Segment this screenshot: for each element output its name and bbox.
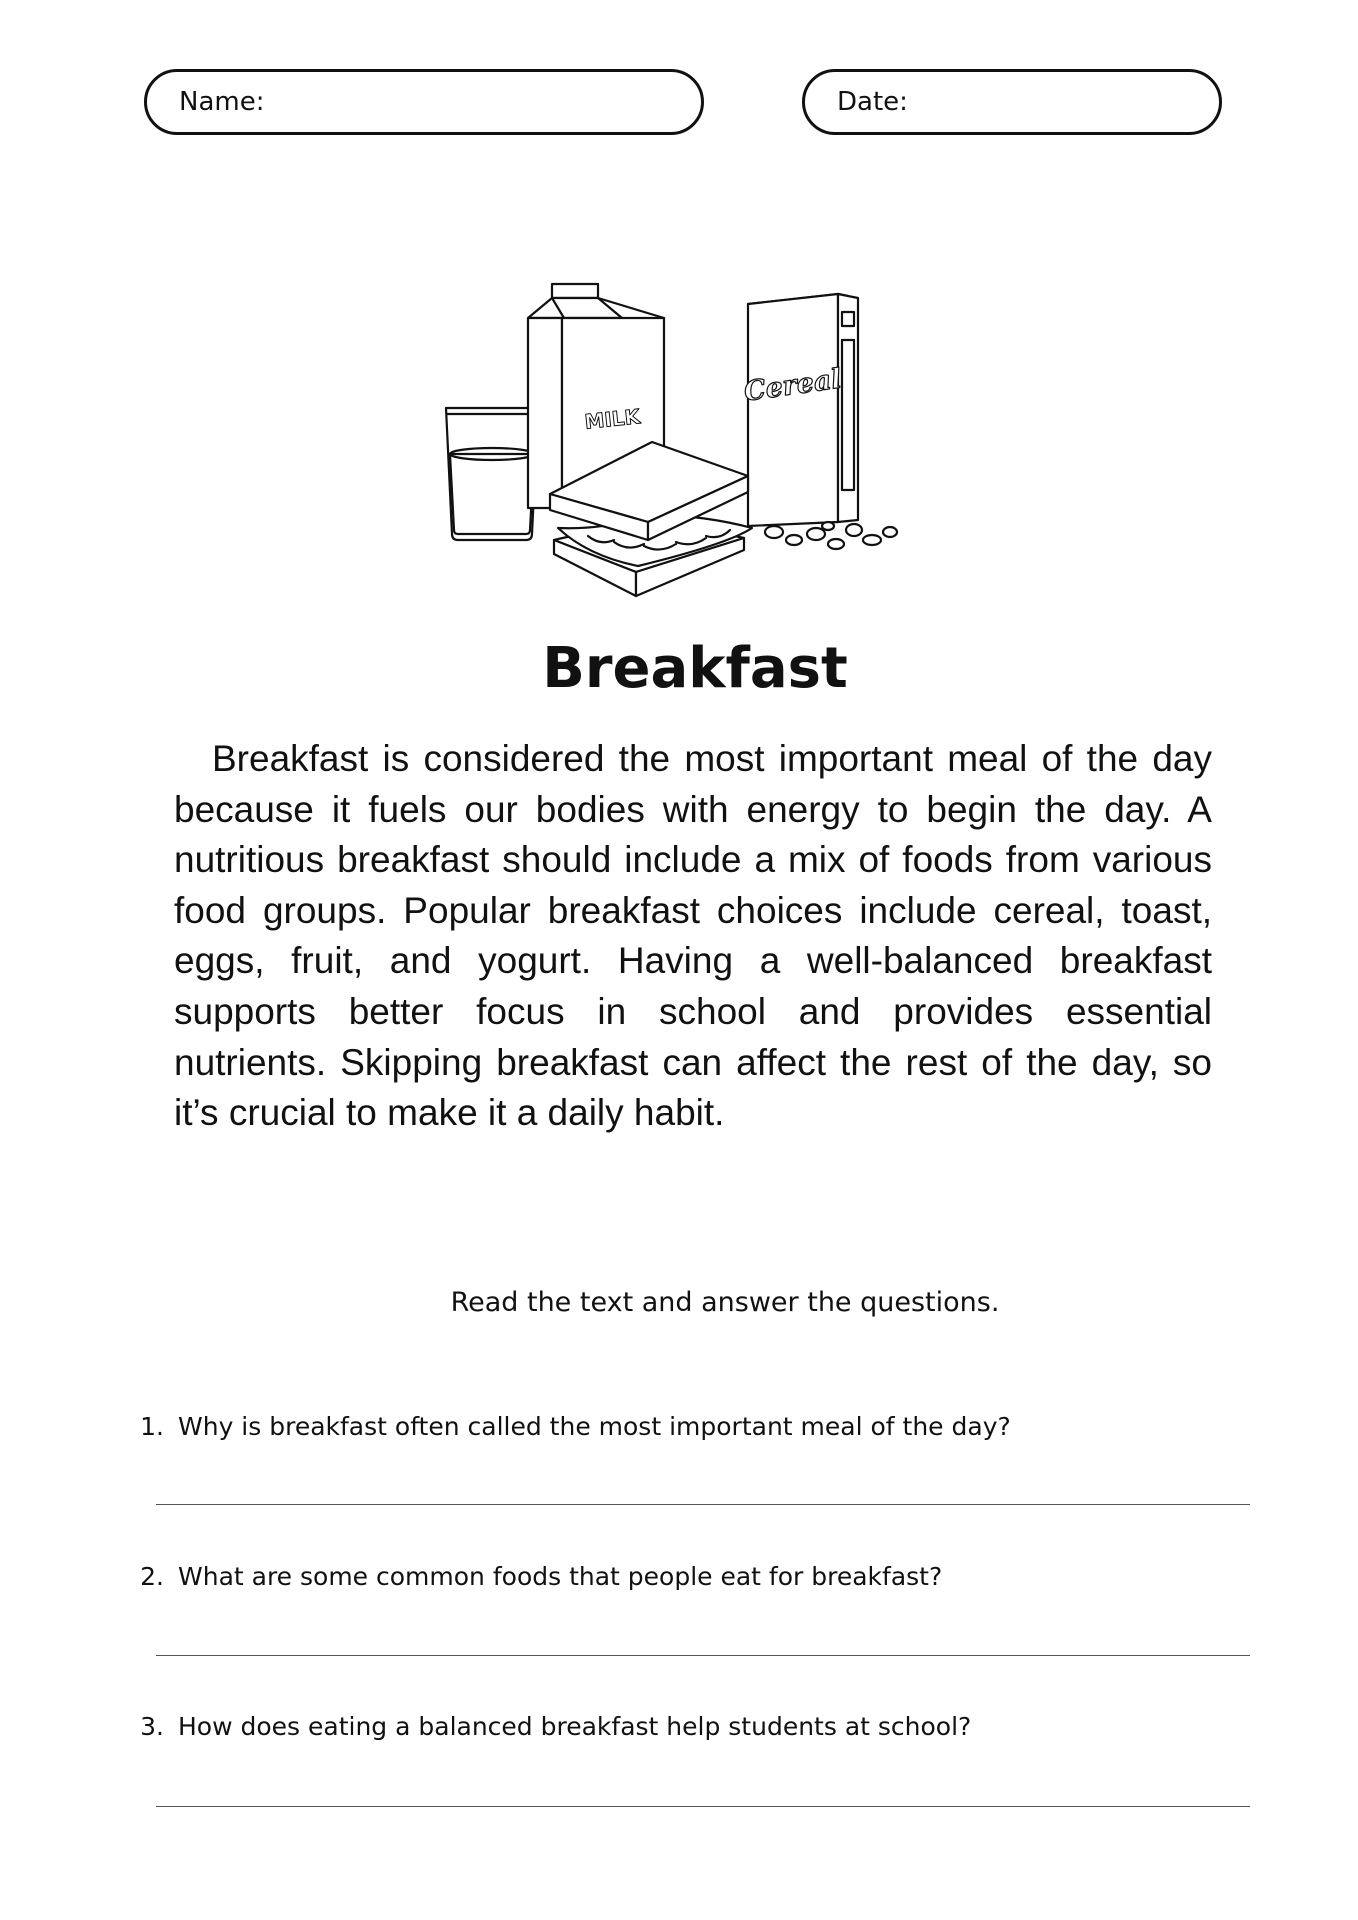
cereal-label: Cereal [742,363,844,408]
answer-line-2[interactable] [156,1655,1250,1656]
page-title: Breakfast [542,636,848,701]
breakfast-illustration [438,278,968,608]
question-text: Why is breakfast often called the most important meal of the day? [178,1412,1011,1441]
date-field[interactable] [802,69,1222,135]
date-label: Date: [837,87,908,117]
answer-line-1[interactable] [156,1504,1250,1505]
question-2 [128,1562,942,1592]
question-text: What are some common foods that people eat for breakfast? [178,1562,943,1591]
answer-line-3[interactable] [156,1806,1250,1807]
milk-label: MILK [583,404,642,434]
question-1 [128,1412,1011,1442]
glass-icon [446,408,538,540]
cereal-box-icon [742,294,897,549]
question-number: 2. [140,1562,164,1591]
reading-passage: Breakfast is considered the most important meal of the day because it fuels our bodies with energy to begin the day. A nutritious breakfast should include a mix of foods from various food groups. Popular breakfast choices include cereal, toast, eggs, fruit, and yogurt. Having a well-balanced breakfast supports better focus in school and provides essential nutrients. Skipping breakfast can affect the rest of the day, so it’s crucial to make it a daily habit. [174,738,1212,1134]
question-text: How does eating a balanced breakfast help students at school? [178,1712,972,1741]
instructions: Read the text and answer the questions. [450,1287,1000,1318]
question-3 [128,1712,971,1742]
name-label: Name: [179,87,265,117]
question-number: 3. [140,1712,164,1741]
question-number: 1. [140,1412,164,1441]
name-field[interactable] [144,69,704,135]
